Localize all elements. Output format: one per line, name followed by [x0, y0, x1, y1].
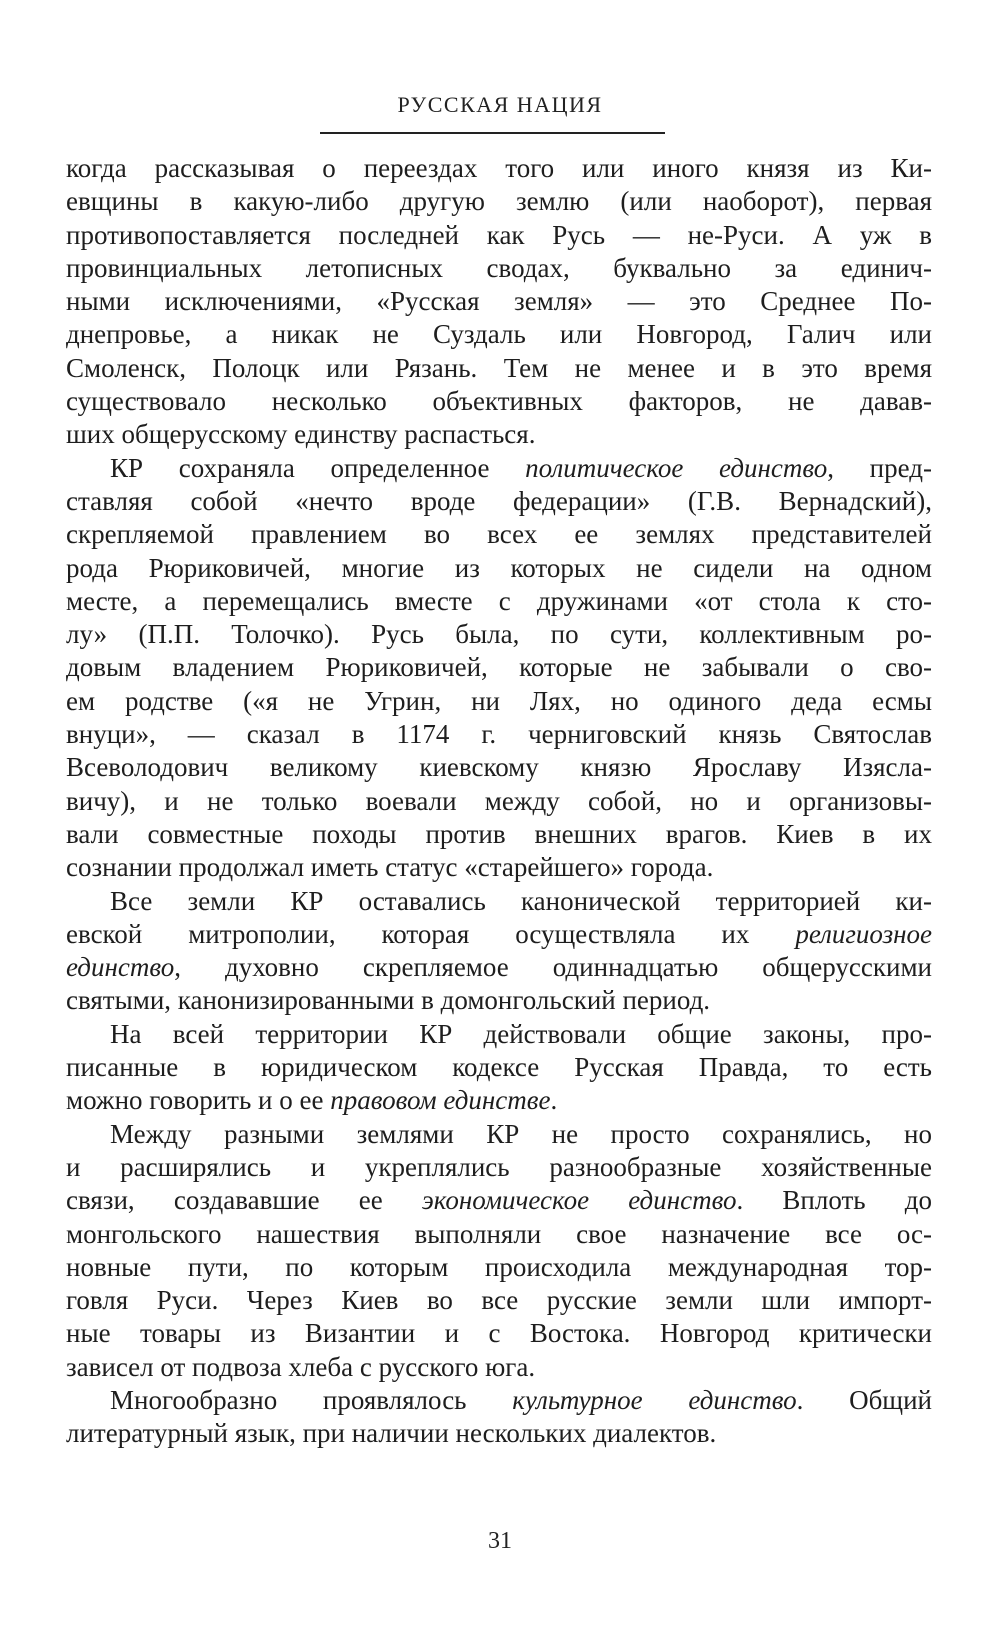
text-segment: , духовно скрепляемое одиннадцатью общерусскими — [174, 952, 932, 983]
text-line — [66, 352, 932, 385]
text-line — [66, 1184, 932, 1217]
text-segment: вичу), и не только воевали между собой, но и организовы- — [66, 785, 932, 816]
text-line — [66, 818, 932, 851]
text-segment: ших общерусскому единству распасться. — [66, 419, 536, 450]
text-line — [66, 851, 932, 884]
italic-text: правовом единстве — [330, 1085, 551, 1116]
text-line — [66, 918, 932, 951]
text-line — [66, 485, 932, 518]
italic-text: политическое единство — [525, 452, 828, 483]
text-segment: евщины в какую-либо другую землю (или наоборот), первая — [66, 186, 932, 217]
text-line — [66, 252, 932, 285]
text-segment: монгольского нашествия выполняли свое назначение все ос- — [66, 1218, 932, 1249]
text-line — [66, 285, 932, 318]
italic-text: религиозное — [795, 918, 932, 949]
text-segment: связи, создававшие ее — [66, 1185, 422, 1216]
italic-text: экономическое единство — [421, 1185, 737, 1216]
text-segment: противопоставляется последней как Русь — не-Руси. А уж в — [66, 219, 932, 250]
text-segment: Смоленск, Полоцк или Рязань. Тем не менее и в это время — [66, 352, 932, 383]
text-line — [66, 185, 932, 218]
text-segment: скрепляемой правлением во всех ее землях представителей — [66, 519, 932, 550]
italic-text: культурное единство — [512, 1384, 797, 1415]
text-segment: провинциальных летописных сводах, буквально за единич- — [66, 252, 932, 283]
paragraph — [66, 1384, 932, 1451]
text-line — [66, 552, 932, 585]
text-segment: когда рассказывая о переездах того или иного князя из Ки- — [66, 153, 932, 183]
text-line — [66, 1084, 932, 1117]
text-segment: довым владением Рюриковичей, которые не забывали о сво- — [66, 652, 932, 683]
text-segment: святыми, канонизированными в домонгольский период. — [66, 985, 711, 1016]
text-segment: вали совместные походы против внешних врагов. Киев в их — [66, 818, 932, 849]
text-segment: На всей территории КР действовали общие законы, про- — [110, 1018, 932, 1049]
text-segment: Всеволодович великому киевскому князю Ярославу Изясла- — [66, 752, 932, 783]
text-line — [66, 718, 932, 751]
text-line — [66, 1284, 932, 1317]
text-segment: месте, а перемещались вместе с дружинами «от стола к сто- — [66, 585, 932, 616]
text-segment: и расширялись и укреплялись разнообразные хозяйственные — [66, 1151, 932, 1182]
running-title: РУССКАЯ НАЦИЯ — [397, 92, 603, 117]
text-line — [66, 1118, 932, 1151]
text-segment: ными исключениями, «Русская земля» — это Среднее По- — [66, 286, 932, 317]
text-segment: Между разными землями КР не просто сохранялись, но — [110, 1118, 932, 1149]
text-line — [66, 1051, 932, 1084]
text-line — [66, 1018, 932, 1051]
text-segment: , пред- — [827, 452, 932, 483]
text-segment: зависел от подвоза хлеба с русского юга. — [66, 1351, 536, 1382]
text-segment: литературный язык, при наличии нескольких диалектов. — [66, 1418, 717, 1449]
text-segment: новные пути, по которым происходила международная тор- — [66, 1251, 932, 1282]
text-segment: лу» (П.П. Толочко). Русь была, по сути, коллективным ро- — [66, 619, 932, 650]
text-line — [66, 585, 932, 618]
text-line — [66, 1251, 932, 1284]
text-line — [66, 518, 932, 551]
text-segment: существовало несколько объективных факторов, не давав- — [66, 386, 932, 417]
text-line — [66, 885, 932, 918]
text-line — [66, 318, 932, 351]
body-text — [66, 152, 932, 1451]
text-segment: евской митрополии, которая осуществляла их — [66, 918, 796, 949]
header-rule — [320, 132, 665, 134]
text-segment: ные товары из Византии и с Востока. Новгород критически — [66, 1318, 932, 1349]
text-segment: можно говорить и о ее — [66, 1085, 331, 1116]
text-line — [66, 1218, 932, 1251]
text-segment: говля Руси. Через Киев во все русские земли шли импорт- — [66, 1285, 932, 1316]
text-line — [66, 219, 932, 252]
text-segment: рода Рюриковичей, многие из которых не сидели на одном — [66, 552, 932, 583]
paragraph — [66, 885, 932, 1018]
text-segment: . Общий — [796, 1384, 932, 1415]
paragraph — [66, 1118, 932, 1384]
text-segment: . Вплоть до — [736, 1185, 932, 1216]
page-header — [0, 92, 1000, 118]
text-line — [66, 751, 932, 784]
paragraph — [66, 1018, 932, 1118]
text-line — [66, 1151, 932, 1184]
text-line — [66, 152, 932, 185]
text-segment: Все земли КР оставались канонической территорией ки- — [110, 885, 932, 916]
paragraph — [66, 152, 932, 452]
text-segment: . — [550, 1085, 558, 1116]
text-line — [66, 452, 932, 485]
text-line — [66, 418, 932, 451]
text-line — [66, 1351, 932, 1384]
text-line — [66, 951, 932, 984]
text-segment: внуци», — сказал в 1174 г. черниговский князь Святослав — [66, 719, 932, 750]
text-segment: сознании продолжал иметь статус «старейшего» города. — [66, 852, 714, 883]
text-segment: писанные в юридическом кодексе Русская Правда, то есть — [66, 1052, 932, 1083]
text-segment: Многообразно проявлялось — [110, 1384, 513, 1415]
text-line — [66, 685, 932, 718]
text-line — [66, 1384, 932, 1417]
text-line — [66, 1417, 932, 1450]
text-line — [66, 984, 932, 1017]
text-segment: ем родстве («я не Угрин, ни Лях, но одиного деда есмы — [66, 685, 932, 716]
text-line — [66, 785, 932, 818]
text-line — [66, 385, 932, 418]
paragraph — [66, 452, 932, 885]
text-segment: ставляя собой «нечто вроде федерации» (Г.В. Вернадский), — [66, 485, 932, 516]
italic-text: единство — [66, 952, 175, 983]
text-line — [66, 1317, 932, 1350]
text-line — [66, 651, 932, 684]
text-segment: днепровье, а никак не Суздаль или Новгород, Галич или — [66, 319, 932, 350]
text-line — [66, 618, 932, 651]
text-segment: КР сохраняла определенное — [110, 452, 526, 483]
page-number: 31 — [488, 1528, 512, 1554]
